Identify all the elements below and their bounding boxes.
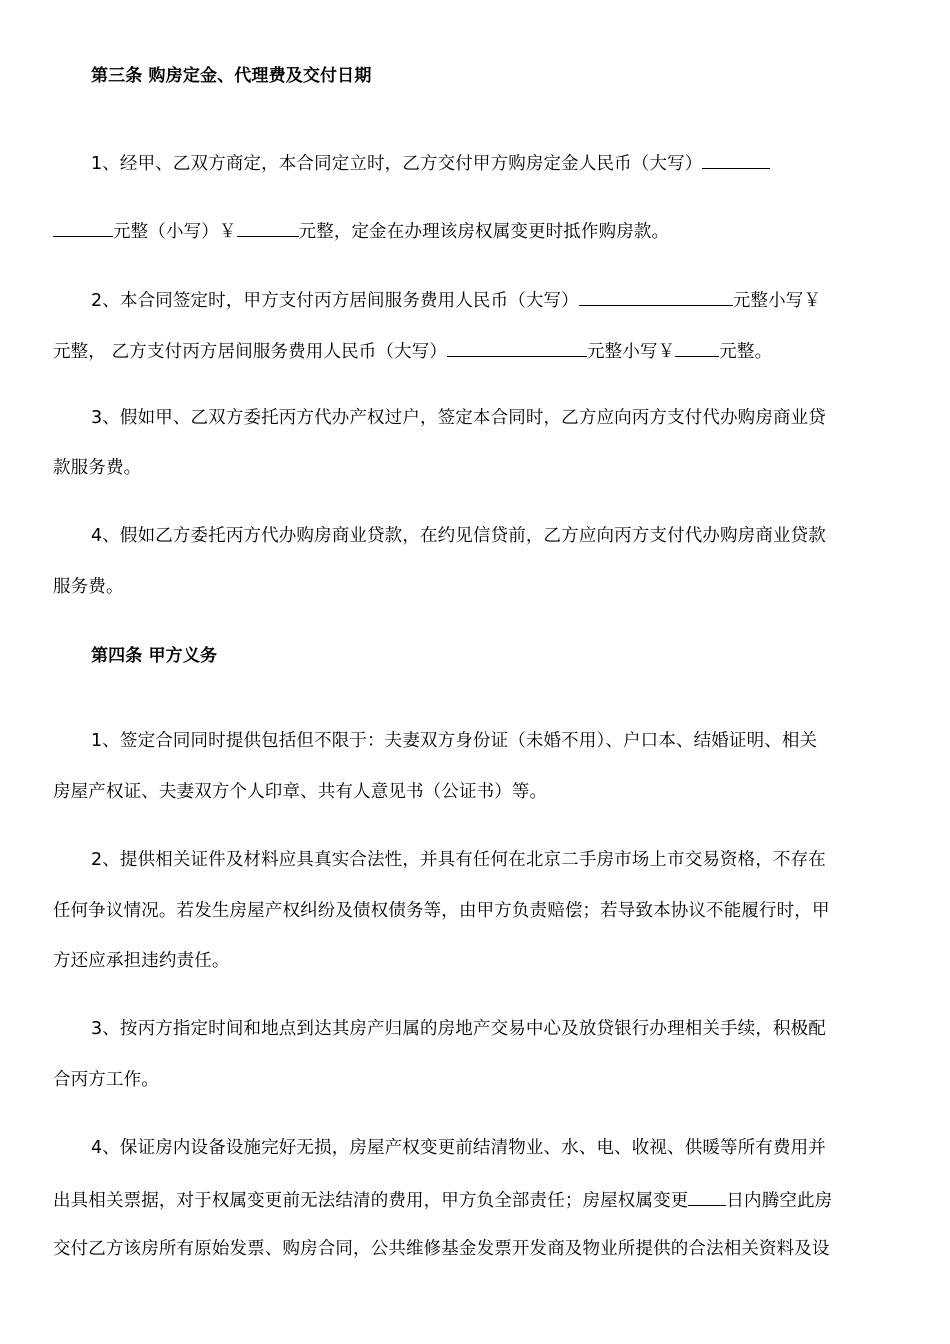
s3-p4-line2: 服务费。 [53,577,124,597]
s4-p3-line2: 合丙方工作。 [53,1070,159,1090]
s3-p2-text-2b: 元整小写￥ [587,342,676,362]
s3-p2-text-1a: 2、本合同签定时，甲方支付丙方居间服务费用人民币（大写） [91,291,579,311]
s4-p1-line2: 房屋产权证、夫妻双方个人印章、共有人意见书（公证书）等。 [53,782,548,802]
s3-p2-line1 [91,287,821,313]
s3-p1-text: 1、经甲、乙双方商定，本合同定立时，乙方交付甲方购房定金人民币（大写） [91,154,703,174]
s4-p4-line1: 4、保证房内设备设施完好无损，房屋产权变更前结清物业、水、电、收视、供暖等所有费用并 [91,1138,826,1158]
blank-vacate-days [688,1187,726,1206]
s3-p2-text-2a: 元整， 乙方支付丙方居间服务费用人民币（大写） [53,342,448,362]
s3-p1-line2 [53,218,669,244]
s4-p2-line1: 2、提供相关证件及材料应具真实合法性，并具有任何在北京二手房市场上市交易资格，不存在 [91,850,826,870]
blank-deposit-upper-cont [53,218,113,237]
s4-p4-text-2b: 日内腾空此房 [726,1191,833,1211]
blank-fee-party-b-upper [447,338,587,357]
s3-p4-line1: 4、假如乙方委托丙方代办购房商业贷款，在约见信贷前，乙方应向丙方支付代办购房商业贷款 [91,526,826,546]
section-4-title: 第四条 甲方义务 [91,646,218,666]
s3-p1-text-2a: 元整（小写）￥ [113,222,237,242]
s4-p4-line2 [53,1187,832,1213]
s3-p1-text-2b: 元整，定金在办理该房权属变更时抵作购房款。 [298,222,670,242]
blank-deposit-lower [237,218,299,237]
s4-p1-line1: 1、签定合同同时提供包括但不限于：夫妻双方身份证（未婚不用）、户口本、结婚证明、相关 [91,731,818,751]
s3-p2-text-2c: 元整。 [719,342,773,362]
s3-p3-line2: 款服务费。 [53,458,142,478]
s4-p3-line1: 3、按丙方指定时间和地点到达其房产归属的房地产交易中心及放贷银行办理相关手续，积极配 [91,1019,826,1039]
s4-p4-text-2a: 出具相关票据，对于权属变更前无法结清的费用，甲方负全部责任；房屋权属变更 [53,1191,689,1211]
s3-p3-line1: 3、假如甲、乙双方委托丙方代办产权过户，签定本合同时，乙方应向丙方支付代办购房商业贷 [91,408,826,428]
s4-p2-line2: 任何争议情况。若发生房屋产权纠纷及债权债务等，由甲方负责赔偿；若导致本协议不能履行时，甲 [53,901,830,921]
s4-p2-line3: 方还应承担违约责任。 [53,951,230,971]
blank-deposit-upper [702,150,770,169]
s4-p4-line3: 交付乙方该房所有原始发票、购房合同，公共维修基金发票开发商及物业所提供的合法相关资料及设 [53,1239,830,1259]
s3-p1-line1 [91,150,770,176]
s3-p2-line2 [53,338,772,364]
s3-p2-text-1b: 元整小写￥ [732,291,822,311]
section-3-title: 第三条 购房定金、代理费及交付日期 [91,66,372,86]
blank-fee-party-a-upper [579,287,733,306]
blank-fee-party-b-lower [675,338,719,357]
